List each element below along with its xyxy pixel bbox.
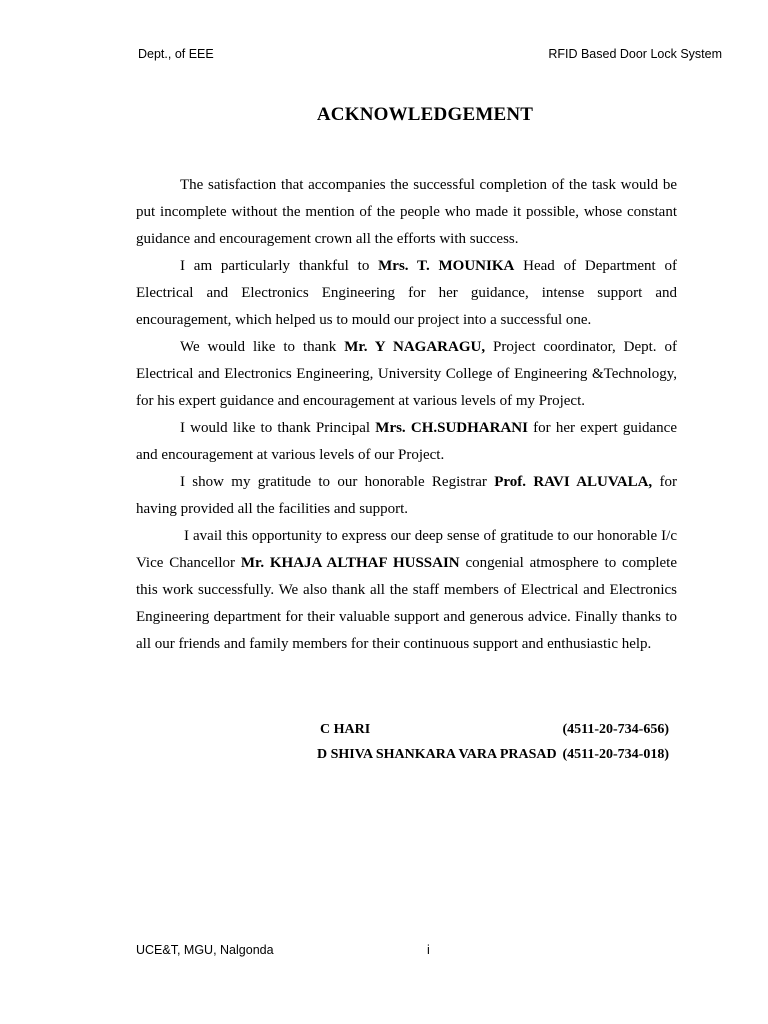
running-header-right: RFID Based Door Lock System: [548, 47, 722, 61]
signatory-row: [317, 717, 669, 742]
paragraph-text: congenial atmosphere to complete this work successfully. We also thank all the staff members of Electrical and Electronics Engineering department for their valuable support and generous advice. Finally thanks to all our friends and family members for their continuous support and enthusiastic help.: [136, 555, 677, 652]
paragraph-text: I am particularly thankful to: [180, 258, 379, 274]
person-name: Prof. RAVI ALUVALA,: [494, 474, 653, 490]
signatory-name: D SHIVA SHANKARA VARA PRASAD: [317, 747, 557, 762]
person-name: Mrs. T. MOUNIKA: [378, 258, 515, 274]
signatory-name: C HARI: [320, 722, 371, 737]
page-number: i: [427, 943, 430, 957]
paragraph: [136, 334, 677, 415]
running-header-left: Dept., of EEE: [138, 47, 214, 61]
paragraph: [136, 253, 677, 334]
paragraph-text: Head of Department of Electrical and Electronics Engineering for her guidance, intense support and encouragement, which helped us to mould our project into a successful one.: [136, 258, 677, 328]
paragraph-text: for her expert guidance and encouragement at various levels of our Project.: [136, 420, 677, 463]
paragraph: [136, 523, 677, 658]
signatory-row: [317, 742, 669, 767]
paragraph-text: We would like to thank: [180, 339, 345, 355]
paragraph-text: I show my gratitude to our honorable Registrar: [180, 474, 495, 490]
paragraph-text: Project coordinator, Dept. of Electrical and Electronics Engineering, University College of Engineering &Technology, for his expert guidance and encouragement at various levels of my Project.: [136, 339, 677, 409]
person-name: Mrs. CH.SUDHARANI: [375, 420, 528, 436]
person-name: Mr. Y NAGARAGU,: [344, 339, 486, 355]
paragraph-text: The satisfaction that accompanies the successful completion of the task would be put incomplete without the mention of the people who made it possible, whose constant guidance and encouragement crown all the efforts with success.: [136, 177, 677, 247]
signatory-id: (4511-20-734-018): [562, 747, 669, 762]
paragraph: [136, 172, 677, 253]
signatory-id: (4511-20-734-656): [562, 722, 669, 737]
person-name: Mr. KHAJA ALTHAF HUSSAIN: [240, 555, 460, 571]
paragraph-text: for having provided all the facilities and support.: [136, 474, 677, 517]
acknowledgement-body: [136, 172, 677, 658]
signature-block: [317, 717, 669, 767]
paragraph-text: I avail this opportunity to express our deep sense of gratitude to our honorable I/c Vice Chancellor: [136, 528, 677, 571]
paragraph-text: I would like to thank Principal: [180, 420, 376, 436]
paragraph: [136, 469, 677, 523]
running-footer-left: UCE&T, MGU, Nalgonda: [136, 943, 274, 957]
page-title: ACKNOWLEDGEMENT: [316, 104, 534, 125]
paragraph: [136, 415, 677, 469]
